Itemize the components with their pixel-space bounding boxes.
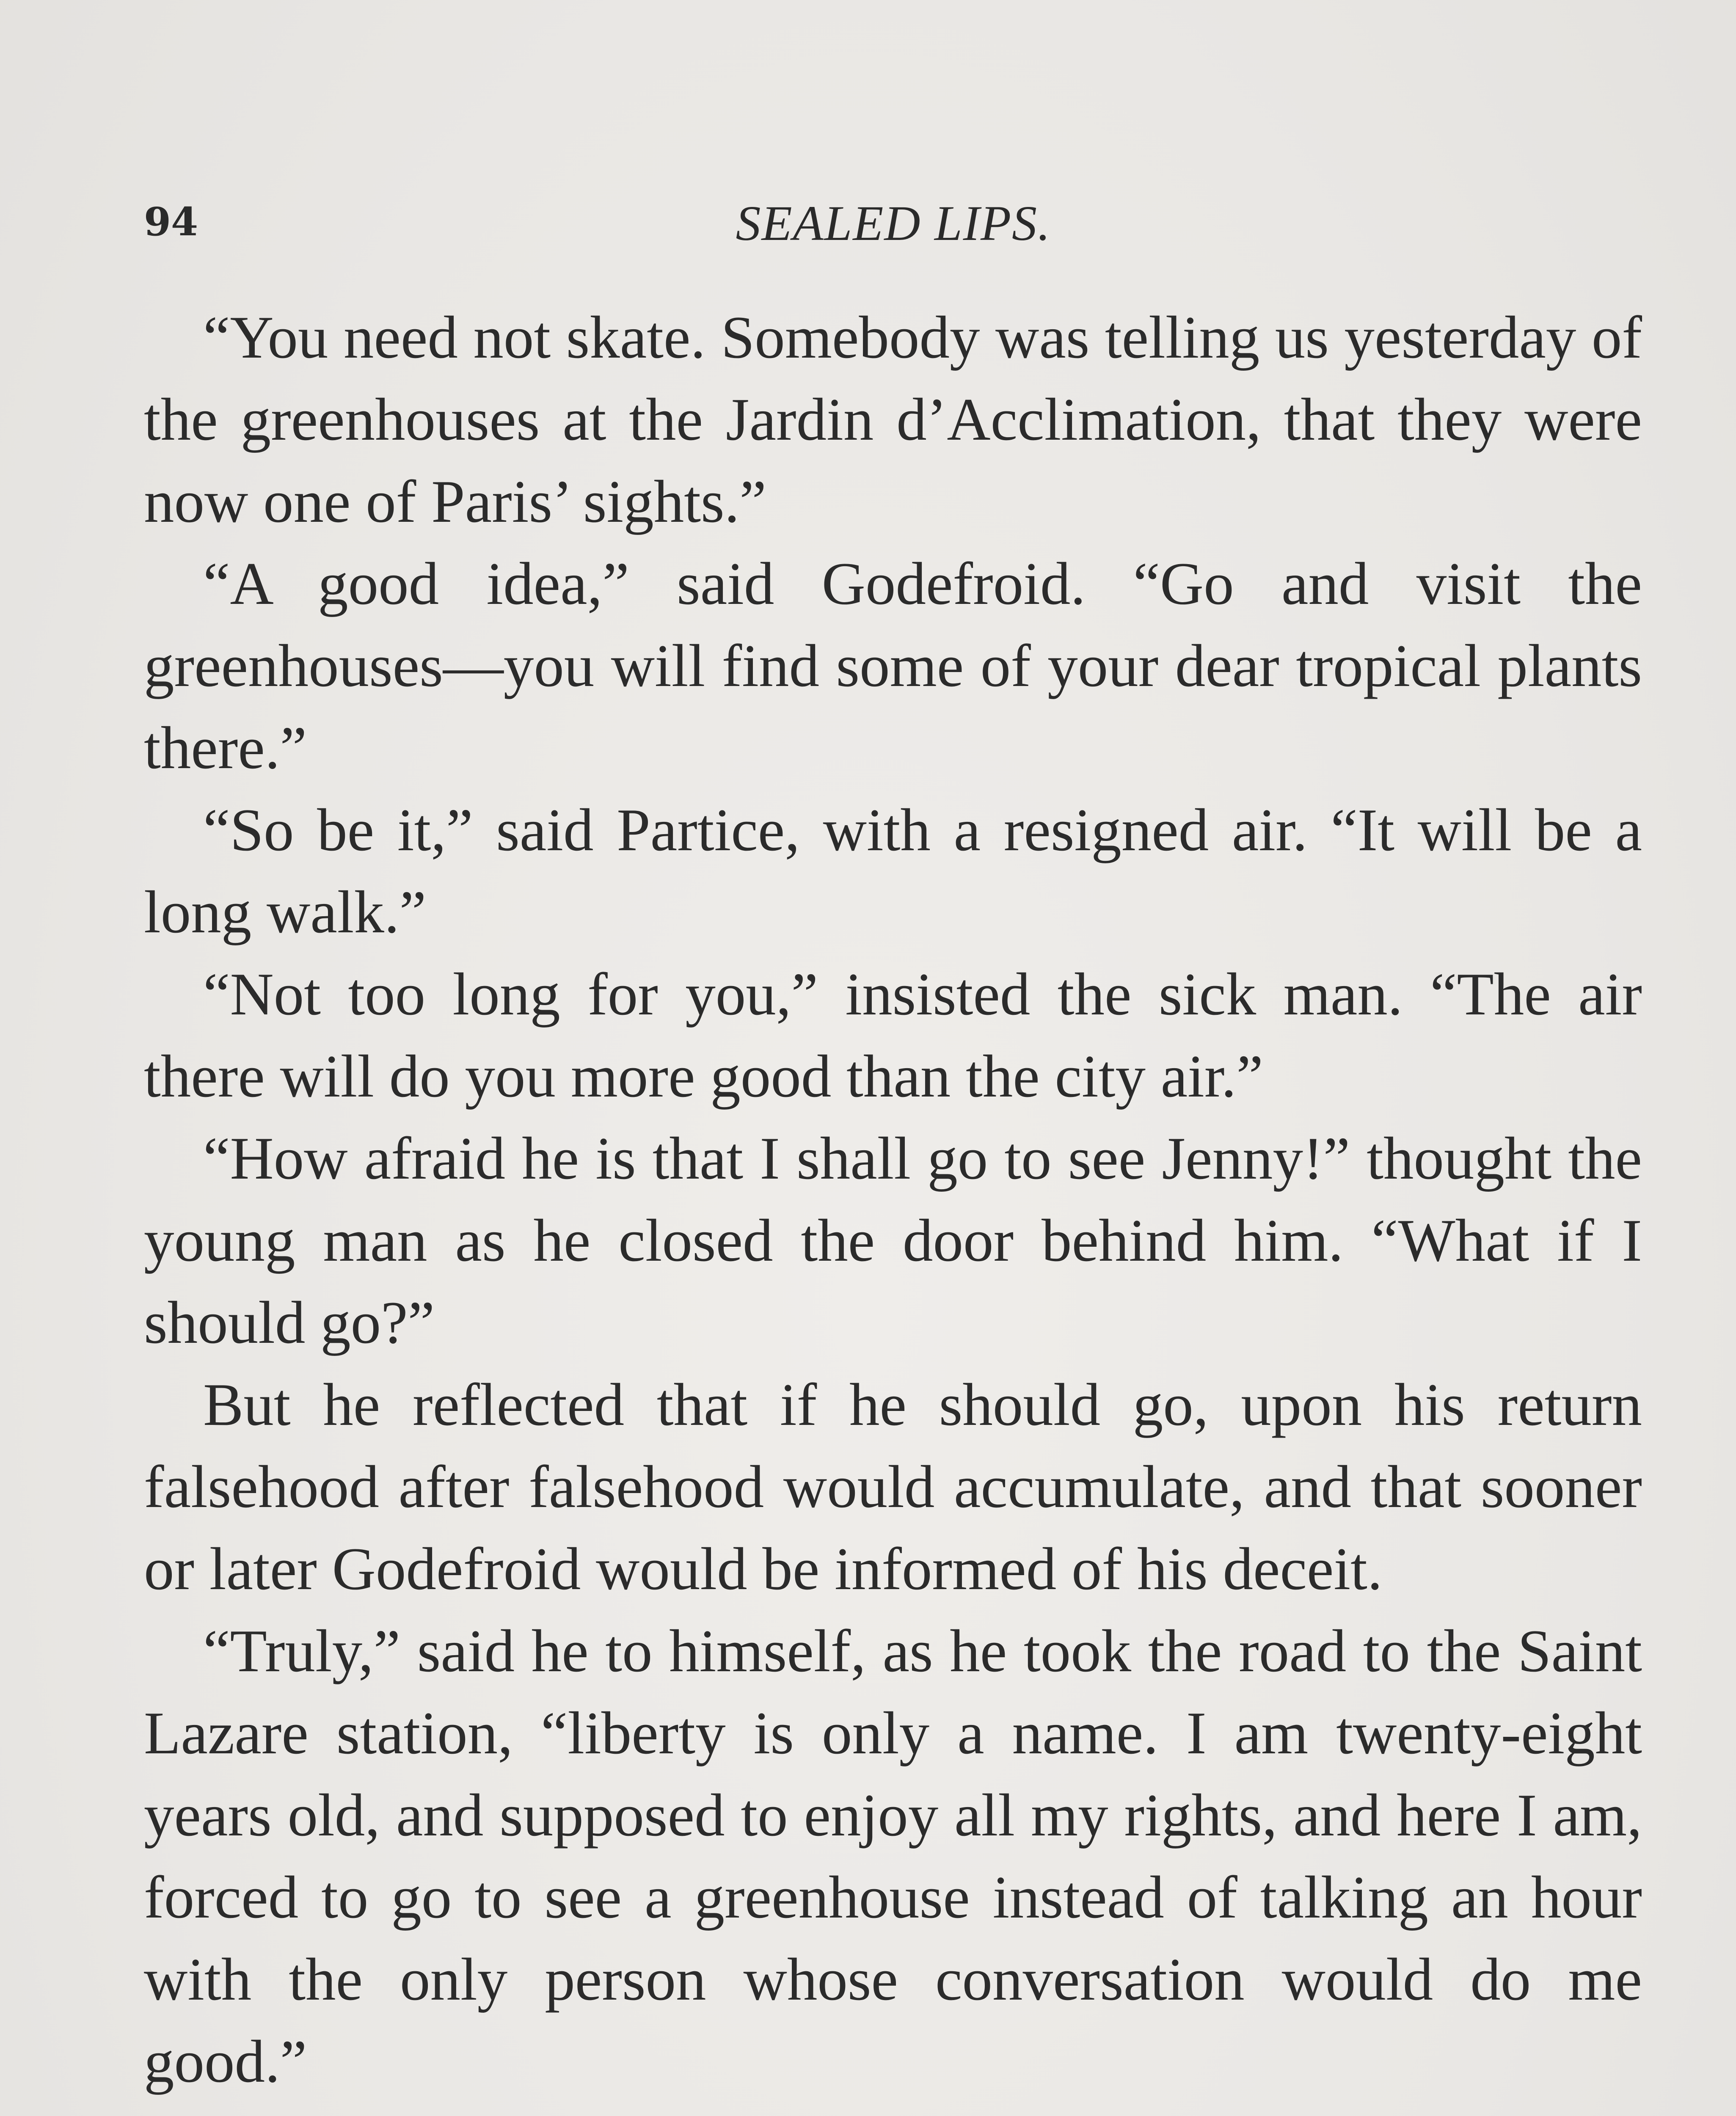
body-text bbox=[144, 296, 1642, 2102]
paragraph: “Truly,” said he to himself, as he took the road to the Saint Lazare station, “liberty is only a name. I am twenty-eight years old, and supposed to enjoy all my rights, and here I am, forced to go to see a greenhouse instead of talking an hour with the only person whose conversation would do me good.” bbox=[144, 1617, 1642, 2095]
paragraph: “A good idea,” said Godefroid. “Go and visit the greenhouses—you will find some of your dear tropical plants there.” bbox=[144, 550, 1642, 781]
page-header bbox=[144, 196, 1643, 258]
paragraph: But he reflected that if he should go, upon his return falsehood after falsehood would accumulate, and that sooner or later Godefroid would be informed of his deceit. bbox=[144, 1371, 1642, 1602]
paragraph: “So be it,” said Partice, with a resigned air. “It will be a long walk.” bbox=[144, 796, 1642, 945]
paragraph: “How afraid he is that I shall go to see Jenny!” thought the young man as he closed the door behind him. “What if I should go?” bbox=[144, 1125, 1642, 1356]
paragraph: “Not too long for you,” insisted the sick man. “The air there will do you more good than the city air.” bbox=[144, 961, 1642, 1110]
paragraph: “You need not skate. Somebody was telling us yesterday of the greenhouses at the Jardin d’Acclimation, that they were now one of Paris’ sights.” bbox=[144, 304, 1642, 535]
page-number: 94 bbox=[144, 199, 198, 245]
running-head: SEALED LIPS. bbox=[736, 196, 1051, 251]
